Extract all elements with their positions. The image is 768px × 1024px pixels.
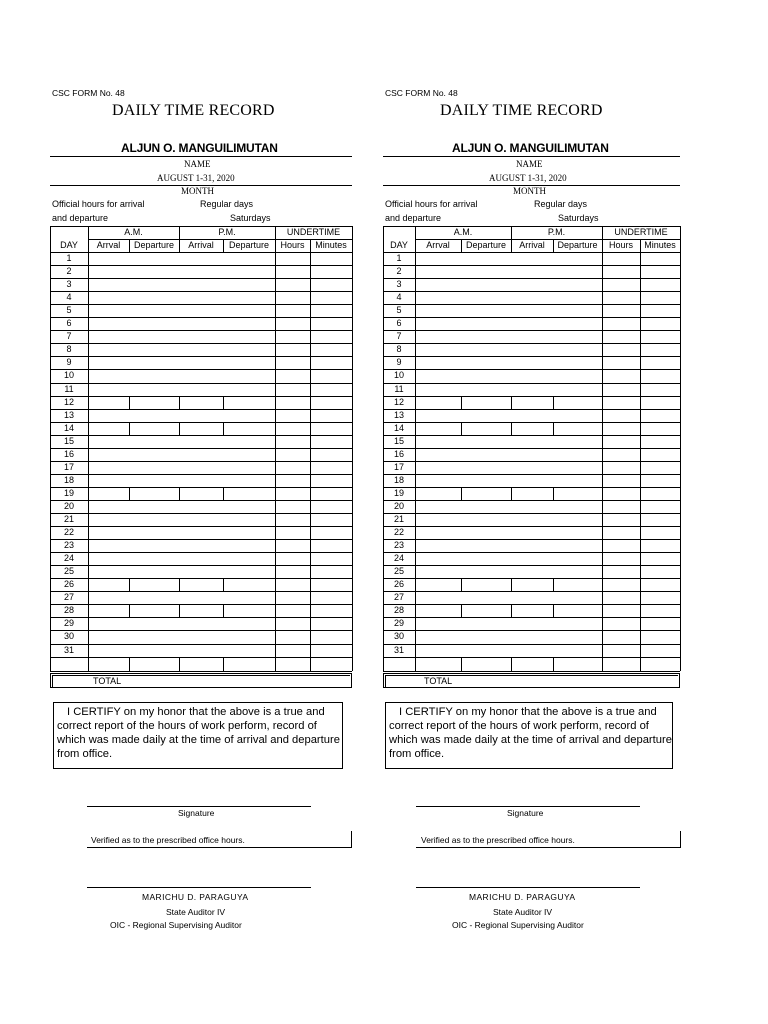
day-number: 18 <box>393 474 404 485</box>
day-number: 6 <box>66 318 72 329</box>
header-bottom-border <box>383 252 680 253</box>
table-row-line <box>383 317 680 318</box>
column-header: Hours <box>280 240 305 250</box>
column-header: Minutes <box>644 240 676 250</box>
header-undertime: UNDERTIME <box>286 227 341 237</box>
table-row-line <box>383 474 680 475</box>
day-number: 13 <box>393 409 404 420</box>
day-number: 30 <box>63 631 74 642</box>
day-number: 3 <box>396 279 402 290</box>
day-number: 9 <box>396 357 402 368</box>
table-row-line <box>383 617 680 618</box>
verified-text: Verified as to the prescribed office hours. <box>421 835 575 845</box>
signature-label: Signature <box>178 808 215 818</box>
blank-row-bottom <box>383 671 680 672</box>
day-number: 21 <box>63 514 74 524</box>
day-number: 17 <box>63 461 74 472</box>
day-number: 26 <box>393 579 404 590</box>
certification-box: I CERTIFY on my honor that the above is a true and correct report of the hours of work perform, record of which was made daily at the time of arrival and departure from office. <box>385 702 673 769</box>
departure-label: and departure <box>52 213 109 223</box>
day-number: 27 <box>63 592 74 603</box>
name-label: NAME <box>516 159 543 169</box>
time-cell-border <box>461 604 462 617</box>
day-number: 17 <box>393 461 404 472</box>
day-number: 22 <box>63 527 74 538</box>
column-header: DAY <box>60 240 78 250</box>
header-cell-border <box>553 239 554 252</box>
month-label: MONTH <box>181 186 214 196</box>
day-number: 3 <box>66 279 72 290</box>
day-number: 15 <box>63 435 74 446</box>
name-label: NAME <box>184 159 211 169</box>
time-cell-top <box>415 422 602 423</box>
day-number: 29 <box>63 618 74 629</box>
verified-bracket <box>680 831 681 848</box>
regular-days-label: Regular days <box>534 199 588 209</box>
column-header: Minutes <box>315 240 347 250</box>
official-hours-label: Official hours for arrival <box>385 199 478 209</box>
table-row-line <box>383 383 680 384</box>
day-number: 21 <box>393 514 404 524</box>
name-underline <box>383 156 680 157</box>
certification-box: I CERTIFY on my honor that the above is a true and correct report of the hours of work perform, record of which was made daily at the time of arrival and departure from office. <box>53 702 343 769</box>
day-number: 26 <box>63 579 74 590</box>
header-am: A.M. <box>124 227 143 237</box>
time-cell-border <box>461 578 462 591</box>
time-cell-border <box>511 604 512 617</box>
day-number: 14 <box>63 422 74 433</box>
column-header: Departure <box>465 240 507 250</box>
table-row-line <box>383 304 680 305</box>
table-row-line <box>383 435 680 436</box>
day-number: 8 <box>66 344 72 355</box>
day-number: 2 <box>66 266 72 277</box>
time-cell-border <box>461 422 462 435</box>
time-cell-top <box>415 604 602 605</box>
day-number: 30 <box>393 631 404 642</box>
auditor-line <box>416 887 640 888</box>
day-number: 19 <box>393 487 404 498</box>
time-cell-top <box>415 487 602 488</box>
time-cell-top <box>415 578 602 579</box>
table-row-line <box>383 409 680 410</box>
official-hours-label: Official hours for arrival <box>52 199 145 209</box>
column-header: DAY <box>390 240 408 250</box>
time-cell-border <box>553 578 554 591</box>
time-cell-border <box>511 578 512 591</box>
day-number: 18 <box>63 474 74 485</box>
day-number: 19 <box>63 487 74 498</box>
blank-row-cell-border <box>553 657 554 671</box>
table-right-border <box>680 226 681 671</box>
column-header: Departure <box>557 240 598 250</box>
table-row-line <box>383 644 680 645</box>
column-header: Departure <box>228 240 270 250</box>
employee-name: ALJUN O. MANGUILIMUTAN <box>121 141 278 155</box>
day-number: 14 <box>393 422 404 433</box>
total-label: TOTAL <box>93 675 122 686</box>
table-row-line <box>383 356 680 357</box>
table-row-line <box>383 526 680 527</box>
header-undertime: UNDERTIME <box>614 227 668 237</box>
time-cell-border <box>553 422 554 435</box>
day-number: 10 <box>63 370 74 381</box>
day-number: 22 <box>393 527 404 538</box>
employee-name: ALJUN O. MANGUILIMUTAN <box>452 141 609 155</box>
day-number: 29 <box>393 618 404 629</box>
departure-label: and departure <box>385 213 442 223</box>
day-number: 5 <box>66 305 72 316</box>
table-row-line <box>383 343 680 344</box>
header-cell-border <box>461 239 462 252</box>
column-header: Hours <box>608 240 633 250</box>
month-value: AUGUST 1-31, 2020 <box>489 173 567 183</box>
time-cell-border <box>553 487 554 500</box>
form-title: DAILY TIME RECORD <box>440 102 603 119</box>
day-number: 13 <box>63 409 74 420</box>
day-number: 15 <box>393 435 404 446</box>
table-row-line <box>383 265 680 266</box>
table-row-line <box>383 330 680 331</box>
day-number: 7 <box>396 331 402 342</box>
time-cell-top <box>415 396 602 397</box>
day-number: 1 <box>396 253 402 263</box>
day-number: 7 <box>66 331 72 342</box>
column-header: Arrival <box>188 240 214 250</box>
time-cell-border <box>553 396 554 409</box>
table-row-line <box>383 552 680 553</box>
table-row-line <box>383 448 680 449</box>
day-number: 23 <box>393 540 404 551</box>
header-am: A.M. <box>453 227 473 237</box>
day-number: 31 <box>63 644 74 655</box>
table-row-line <box>383 500 680 501</box>
day-number: 27 <box>393 592 404 603</box>
day-number: 8 <box>396 344 402 355</box>
header-pm: P.M. <box>547 227 566 237</box>
month-value: AUGUST 1-31, 2020 <box>157 173 235 183</box>
day-number: 1 <box>66 253 72 263</box>
time-cell-border <box>461 487 462 500</box>
table-row-line <box>383 461 680 462</box>
saturdays-label: Saturdays <box>230 213 271 223</box>
auditor-title: State Auditor IV <box>493 907 553 917</box>
day-number: 20 <box>393 500 404 511</box>
form-number: CSC FORM No. 48 <box>385 88 458 98</box>
auditor-title: State Auditor IV <box>166 907 226 917</box>
table-row-line <box>383 513 680 514</box>
day-number: 16 <box>63 448 74 459</box>
header-cell-border <box>511 239 512 252</box>
table-row-line <box>383 630 680 631</box>
table-row-line <box>383 291 680 292</box>
time-cell-border <box>511 396 512 409</box>
day-number: 16 <box>393 448 404 459</box>
day-number: 25 <box>63 566 74 577</box>
signature-line <box>416 806 640 807</box>
day-number: 28 <box>63 605 74 616</box>
column-header: Arrival <box>519 240 545 250</box>
time-cell-border <box>461 396 462 409</box>
day-number: 11 <box>394 383 404 394</box>
table-row-line <box>383 591 680 592</box>
day-number: 31 <box>393 644 404 655</box>
day-number: 24 <box>63 553 74 564</box>
day-number: 20 <box>63 500 74 511</box>
signature-label: Signature <box>507 808 544 818</box>
day-number: 4 <box>66 292 72 303</box>
day-number: 12 <box>63 396 74 407</box>
column-header: Departure <box>133 240 175 250</box>
day-number: 12 <box>393 396 404 407</box>
regular-days-label: Regular days <box>200 199 254 209</box>
column-header: Arrval <box>426 240 450 250</box>
day-number: 2 <box>396 266 402 277</box>
verified-text: Verified as to the prescribed office hours. <box>91 835 245 845</box>
day-number: 28 <box>393 605 404 616</box>
time-cell-border <box>553 604 554 617</box>
blank-row-cell-border <box>511 657 512 671</box>
table-row-line <box>383 539 680 540</box>
auditor-role: OIC - Regional Supervising Auditor <box>110 920 242 930</box>
day-number: 23 <box>63 540 74 551</box>
blank-row-cell-border <box>461 657 462 671</box>
auditor-role: OIC - Regional Supervising Auditor <box>452 920 584 930</box>
day-number: 11 <box>64 383 74 394</box>
day-number: 10 <box>393 370 404 381</box>
header-pm: P.M. <box>218 227 236 237</box>
day-number: 5 <box>396 305 402 316</box>
form-title: DAILY TIME RECORD <box>112 102 275 119</box>
day-number: 4 <box>396 292 402 303</box>
column-header: Arrval <box>96 240 121 250</box>
day-number: 6 <box>396 318 402 329</box>
table-row-line <box>383 278 680 279</box>
auditor-name: MARICHU D. PARAGUYA <box>469 892 576 902</box>
total-label: TOTAL <box>424 675 453 686</box>
time-cell-border <box>511 487 512 500</box>
time-cell-border <box>511 422 512 435</box>
day-number: 24 <box>393 553 404 564</box>
table-row-line <box>383 657 680 658</box>
day-number: 25 <box>393 566 404 577</box>
month-label: MONTH <box>513 186 546 196</box>
verified-line <box>416 847 680 848</box>
day-number: 9 <box>66 357 72 368</box>
table-row-line <box>383 565 680 566</box>
form-number: CSC FORM No. 48 <box>52 88 125 98</box>
table-row-line <box>383 369 680 370</box>
auditor-name: MARICHU D. PARAGUYA <box>142 892 249 902</box>
saturdays-label: Saturdays <box>558 213 599 223</box>
